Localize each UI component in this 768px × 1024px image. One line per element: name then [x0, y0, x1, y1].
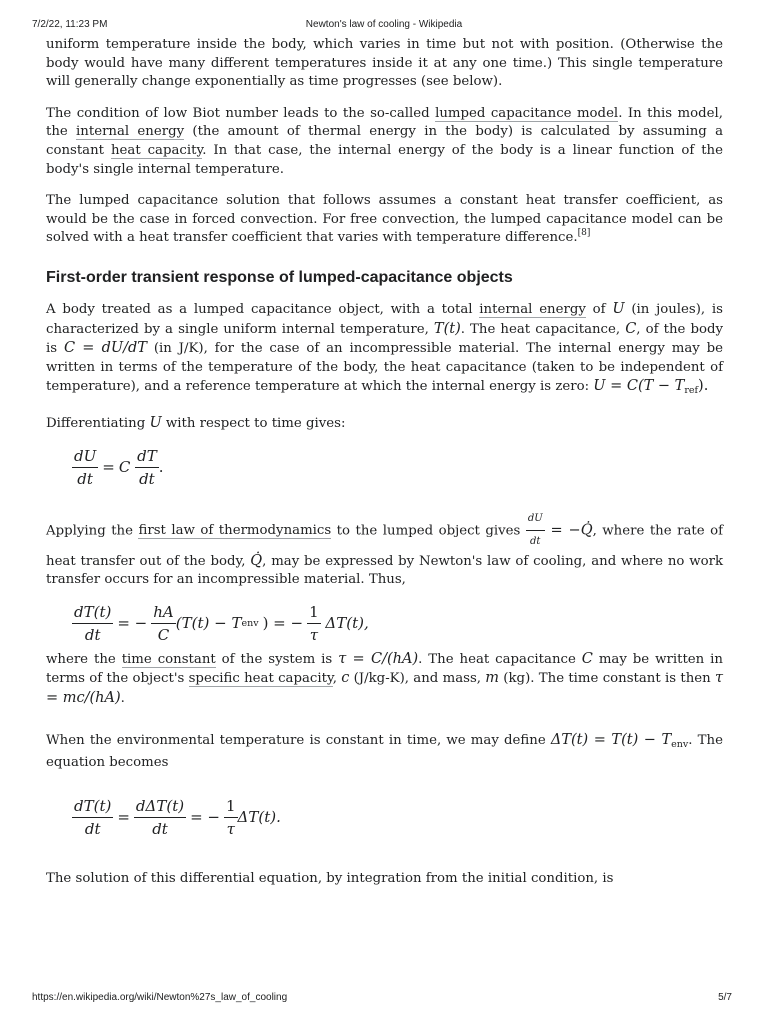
math-C-2: C: [581, 650, 593, 667]
link-specific-heat-capacity[interactable]: specific heat capacity: [188, 671, 333, 687]
link-internal-energy-2[interactable]: internal energy: [479, 301, 586, 317]
math-U: U: [612, 300, 625, 317]
math-C: C: [625, 320, 637, 337]
math-tau-def: τ = C/(hA): [338, 650, 419, 667]
article-body: [46, 36, 723, 901]
math-tau-mc: τ = mc/(hA): [46, 670, 723, 707]
paragraph-uniform-temperature: uniform temperature inside the body, which varies in time but not with position. (Otherwise the body would have many different temperatures inside it at any one time.) This single temperature will generally change exponentially as time progresses (see below).: [46, 37, 723, 90]
print-page-title: Newton's law of cooling - Wikipedia: [305, 19, 463, 30]
math-Q-dot: Q̇: [250, 552, 263, 569]
paragraph-lumped-model: The condition of low Biot number leads to the so-called lumped capacitance model. In this model, the internal energy (the amount of thermal energy in the body) is calculated by assuming a constant heat capacity. In that case, the internal energy of the body is a linear function of the body's single internal temperature.: [46, 105, 724, 177]
paragraph-time-constant: where the time constant of the system is τ = C/(hA). The heat capacitance C may be written in terms of the object's specific heat capacity, c (J/kg-K), and mass, m (kg). The time constant is then τ = mc/(hA).: [46, 650, 723, 707]
paragraph-lumped-object: A body treated as a lumped capacitance object, with a total internal energy of U (in joules), is characterized by a single uniform internal temperature, T(t). The heat capacitance, C, of the body is C = dU/dT (in J/K), for the case of an incompressible material. The internal energy may be written in terms of the temperature of the body, the heat capacitance (taken to be independent of temperature), and a reference temperature at which the internal energy is zero: $U = C(T - T_{ref})$.: [46, 300, 724, 397]
print-datetime: 7/2/22, 11:23 PM: [32, 19, 108, 30]
print-header: [0, 19, 768, 33]
math-U-eq: $U = C(T - T_{ref})$.: [593, 378, 709, 397]
equation-delta-T: $\frac{dT(t)}{dt}$ = $\frac{\text{dΔT(t)}}{dt}$ = − $\frac{1}{\tau}$ ΔT(t).: [74, 796, 281, 838]
link-first-law-of-thermodynamics[interactable]: first law of thermodynamics: [138, 523, 332, 539]
paragraph-solution: The solution of this differential equation, by integration from the initial condition, is: [46, 870, 614, 886]
print-footer: [0, 992, 768, 1006]
link-heat-capacity[interactable]: heat capacity: [110, 142, 203, 158]
math-T-of-t: T(t): [433, 320, 461, 337]
reference-8-link[interactable]: [8]: [577, 228, 591, 239]
print-url: https://en.wikipedia.org/wiki/Newton%27s_law_of_cooling: [32, 992, 288, 1003]
math-c: c: [341, 670, 350, 687]
link-internal-energy[interactable]: internal energy: [76, 124, 185, 140]
paragraph-lumped-solution: The lumped capacitance solution that follows assumes a constant heat transfer coefficient, as would be the case in forced convection. For free convection, the lumped capacitance model can be solved with a heat transfer coefficient that varies with temperature difference.[8]: [46, 193, 723, 246]
paragraph-environmental-temperature: When the environmental temperature is constant in time, we may define $\Delta T(t) = T(t) - T_{env}$. The equation becomes: [46, 731, 723, 771]
math-delta-T-def: $\Delta T(t) = T(t) - T_{env}$: [550, 731, 689, 750]
paragraph-first-law: Applying the first law of thermodynamics to the lumped object gives $\frac{dU}{dt}$ = −Q̇, where the rate of heat transfer out of the body, Q̇, may be expressed by Newton's law of cooling, and where no work transfer occurs for an incompressible material. Thus,: [46, 510, 723, 590]
math-C-def: C = dU/dT: [63, 340, 147, 357]
print-page-number: 5/7: [718, 992, 732, 1003]
link-lumped-capacitance-model[interactable]: lumped capacitance model: [435, 105, 619, 121]
section-heading: First-order transient response of lumped-capacitance objects: [46, 268, 513, 286]
math-dU-dt-inline: $\frac{dU}{dt}$: [526, 510, 545, 552]
link-time-constant[interactable]: time constant: [121, 651, 216, 667]
equation-dU-dt: $\frac{dU}{dt}$ = C $\frac{dT}{dt}$ .: [74, 446, 164, 488]
math-U-2: U: [149, 414, 162, 431]
math-m: m: [485, 670, 500, 687]
equation-dT-dt: $\frac{dT(t)}{dt}$ = − $\frac{hA}{C}$ (T(t) − T env ) = − $\frac{1}{\tau}$ ΔT(t),: [74, 602, 369, 644]
paragraph-differentiating: Differentiating U with respect to time gives:: [46, 414, 346, 431]
